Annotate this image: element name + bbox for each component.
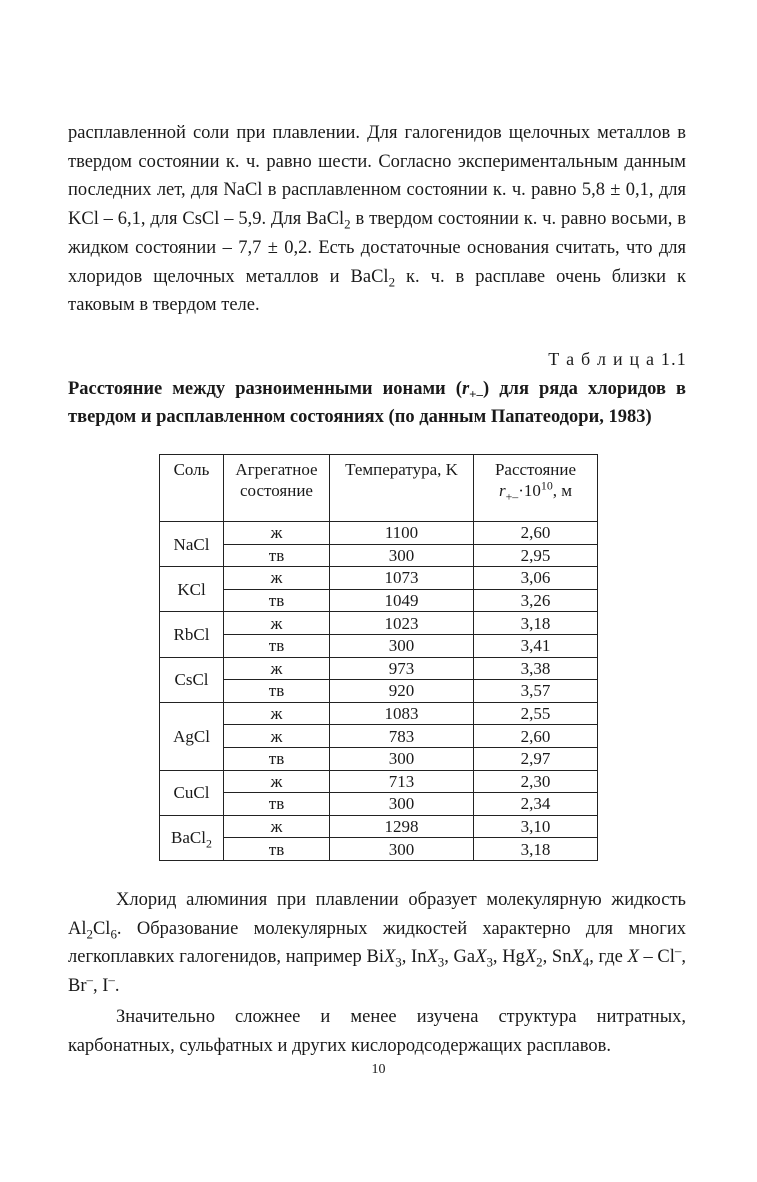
paragraph-text: . Образование молекулярных жидкостей характерно для многих легкоплавких галогенидов, например Bi <box>68 918 686 968</box>
cell-salt <box>160 612 224 657</box>
cell-distance: 3,18 <box>474 612 598 635</box>
header-distance-multiplier: ·10 <box>518 481 541 500</box>
formula-bacl: BaCl <box>350 266 389 287</box>
header-state: Агрегатное состояние <box>224 455 330 522</box>
table-row <box>160 838 598 861</box>
table-row <box>160 589 598 612</box>
table-row <box>160 815 598 838</box>
formula-subscript: 2 <box>86 926 93 942</box>
cell-state: ж <box>224 522 330 545</box>
cell-temperature: 713 <box>330 770 474 793</box>
table-row <box>160 793 598 816</box>
formula-superscript: – <box>86 971 93 987</box>
cell-state: ж <box>224 725 330 748</box>
cell-state: тв <box>224 544 330 567</box>
cell-distance: 3,26 <box>474 589 598 612</box>
paragraph-text: . <box>114 976 120 997</box>
cell-temperature: 300 <box>330 747 474 770</box>
formula-subscript: 6 <box>110 926 117 942</box>
cell-salt <box>160 815 224 860</box>
paragraph-coordination <box>68 119 686 320</box>
cell-distance: 2,60 <box>474 522 598 545</box>
page-number: 10 <box>371 1062 386 1077</box>
cell-state: тв <box>224 589 330 612</box>
cell-distance: 3,06 <box>474 567 598 590</box>
table-header-row <box>160 455 598 522</box>
formula-subscript: 3 <box>486 955 493 971</box>
formula-x: X <box>524 947 537 968</box>
paragraph-text: , Br <box>68 947 686 997</box>
cell-state: ж <box>224 815 330 838</box>
cell-temperature: 973 <box>330 657 474 680</box>
cell-state: тв <box>224 634 330 657</box>
formula-subscript: 2 <box>536 955 543 971</box>
salt-formula: RbCl <box>173 624 210 644</box>
cell-salt <box>160 522 224 567</box>
cell-temperature: 783 <box>330 725 474 748</box>
table-row <box>160 725 598 748</box>
cell-state: ж <box>224 612 330 635</box>
cell-temperature: 300 <box>330 634 474 657</box>
cell-state: тв <box>224 838 330 861</box>
header-distance-exponent: 10 <box>540 478 553 493</box>
cell-temperature: 1298 <box>330 815 474 838</box>
cell-distance: 2,97 <box>474 747 598 770</box>
formula-x: X <box>426 947 438 968</box>
formula-superscript: – <box>674 943 682 959</box>
cell-state: ж <box>224 702 330 725</box>
header-distance-label: Расстояние <box>494 460 577 479</box>
salt-formula: CuCl <box>173 783 210 803</box>
table-row <box>160 702 598 725</box>
table-body <box>160 522 598 861</box>
paragraph-text: , Hg <box>492 947 525 968</box>
paragraph-text: – Cl <box>638 947 675 968</box>
cell-state: тв <box>224 747 330 770</box>
table-row <box>160 770 598 793</box>
table-row <box>160 522 598 545</box>
formula-superscript: – <box>108 971 115 987</box>
cell-distance: 2,34 <box>474 793 598 816</box>
table-row <box>160 657 598 680</box>
cell-distance: 3,18 <box>474 838 598 861</box>
table-row <box>160 680 598 703</box>
cell-distance: 3,57 <box>474 680 598 703</box>
cell-distance: 2,55 <box>474 702 598 725</box>
formula-subscript: 2 <box>388 274 396 290</box>
paragraph-text: расплавленной соли при плавлении. Для галогенидов щелочных металлов в твердом состоянии к. ч. равно шести. Согласно экспериментальным данным последних лет, для NaCl в расплавленном состоянии к. ч. равно 5,8 ± 0,1, для KCl – 6,1, для CsCl – 5,9. Для <box>68 123 686 230</box>
formula-subscript: 2 <box>344 216 351 232</box>
cell-salt <box>160 567 224 612</box>
formula-x: X <box>475 947 487 968</box>
cell-state: тв <box>224 680 330 703</box>
salt-formula: NaCl <box>173 534 210 554</box>
cell-temperature: 1073 <box>330 567 474 590</box>
formula-subscript: 3 <box>437 955 445 971</box>
cell-distance: 3,38 <box>474 657 598 680</box>
header-distance-symbol: r <box>498 481 506 500</box>
cell-temperature: 1083 <box>330 702 474 725</box>
cell-temperature: 300 <box>330 793 474 816</box>
paragraph-text: Хлорид алюминия при плавлении образует молекулярную жидкость Al <box>68 890 686 939</box>
paragraph-text: , In <box>401 947 427 968</box>
paragraph-text: в твердом состоянии к. ч. равно восьми, в жидком состоянии – 7,7 ± 0,2. Есть достаточные основания считать, что для хлоридов щелочных металлов и <box>68 209 686 287</box>
header-temperature: Температура, K <box>330 455 474 522</box>
cell-state: ж <box>224 567 330 590</box>
table-row <box>160 544 598 567</box>
formula-x: X <box>571 947 583 968</box>
cell-salt <box>160 657 224 702</box>
salt-formula: KCl <box>177 579 206 599</box>
cell-temperature: 300 <box>330 838 474 861</box>
formula-x: X <box>383 947 396 968</box>
header-salt: Соль <box>160 455 224 522</box>
formula-bacl: BaCl <box>306 209 345 230</box>
title-text: Расстояние между разноименными ионами ( <box>68 379 462 399</box>
formula-subscript: 3 <box>395 955 402 971</box>
table-row <box>160 634 598 657</box>
paragraph-text: Cl <box>92 918 111 939</box>
title-subscript: +– <box>469 386 483 402</box>
cell-distance: 2,60 <box>474 725 598 748</box>
salt-formula: AgCl <box>173 726 210 746</box>
cell-temperature: 1100 <box>330 522 474 545</box>
paragraph-text: Значительно сложнее и менее изучена структура нитратных, карбонатных, сульфатных и других кислородсодержащих расплавов. <box>68 1007 686 1056</box>
cell-salt <box>160 702 224 770</box>
cell-distance: 2,30 <box>474 770 598 793</box>
salt-formula: CsCl <box>174 670 209 690</box>
table-row <box>160 612 598 635</box>
table-row <box>160 747 598 770</box>
cell-salt <box>160 770 224 815</box>
cell-distance: 2,95 <box>474 544 598 567</box>
cell-temperature: 920 <box>330 680 474 703</box>
cell-state: ж <box>224 657 330 680</box>
formula-x: X <box>627 947 639 968</box>
salt-formula: BaCl <box>171 828 206 848</box>
title-text: ) для ряда хлоридов в твердом и расплавленном состояниях (по данным Папатеодори, 1983) <box>68 379 686 427</box>
title-symbol: r <box>461 379 470 399</box>
header-distance-unit: , м <box>552 481 573 500</box>
paragraph-text: , где <box>589 947 628 968</box>
cell-temperature: 1023 <box>330 612 474 635</box>
formula-subscript: 4 <box>582 955 590 971</box>
cell-distance: 3,10 <box>474 815 598 838</box>
paragraph-text: , Sn <box>542 947 572 968</box>
paragraph-text: , Ga <box>444 947 476 968</box>
table-title <box>68 375 686 431</box>
cell-state: ж <box>224 770 330 793</box>
cell-distance: 3,41 <box>474 634 598 657</box>
salt-subscript: 2 <box>206 836 212 851</box>
cell-temperature: 300 <box>330 544 474 567</box>
paragraph-text: к. ч. в расплаве очень близки к таковым в твердом теле. <box>68 266 687 316</box>
cell-state: тв <box>224 793 330 816</box>
paragraph-text: , I <box>92 976 109 997</box>
distance-table <box>159 454 598 861</box>
header-distance <box>474 455 598 522</box>
paragraph-aluminium <box>68 886 686 1001</box>
table-row <box>160 567 598 590</box>
table-number: Т а б л и ц а 1.1 <box>548 349 687 369</box>
header-distance-subscript: +– <box>505 489 519 504</box>
cell-temperature: 1049 <box>330 589 474 612</box>
paragraph-oxygen-melts <box>68 1003 686 1060</box>
